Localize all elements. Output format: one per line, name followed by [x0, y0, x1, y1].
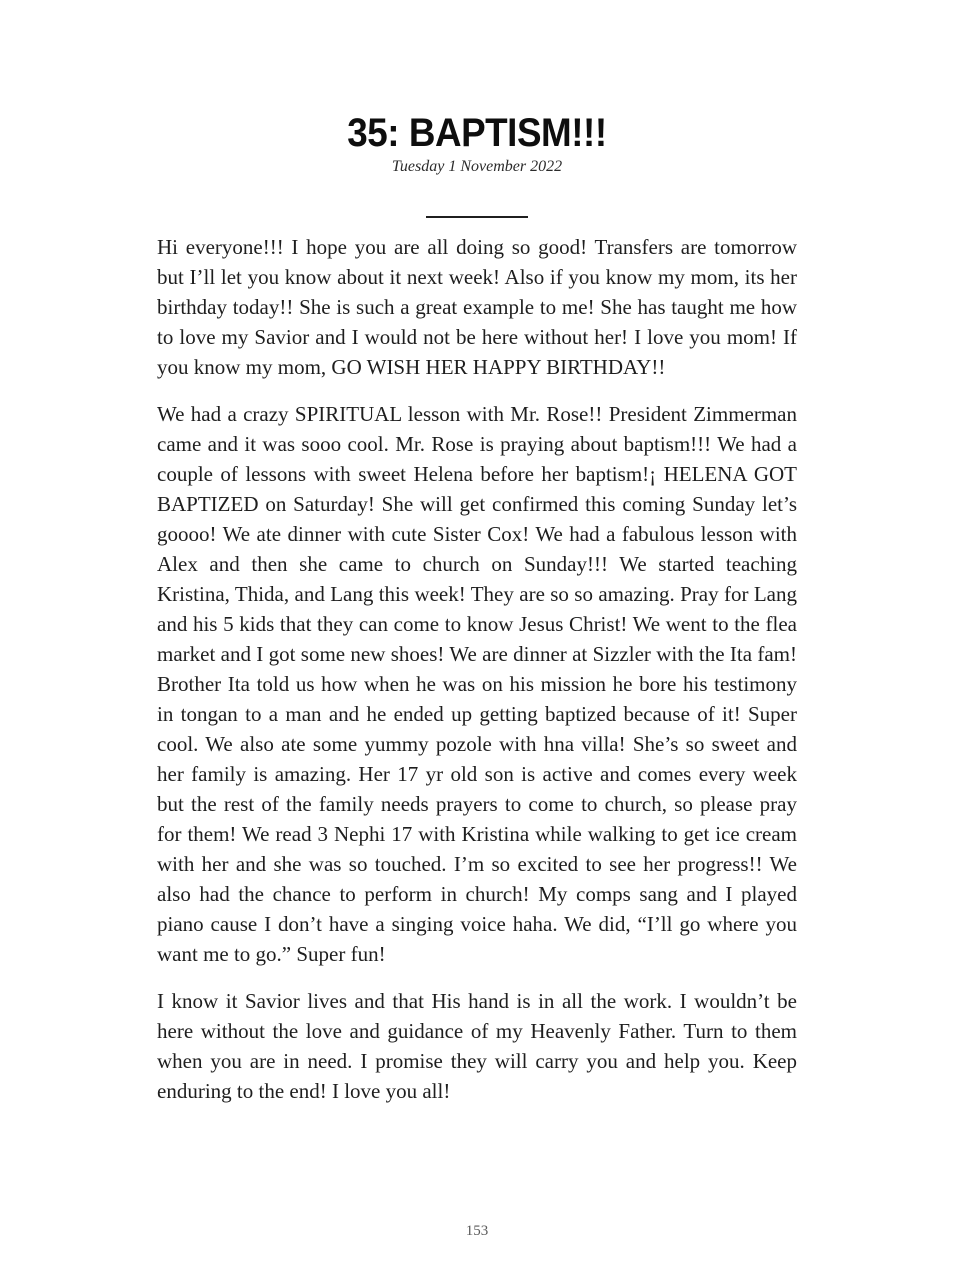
page-header — [0, 0, 954, 176]
entry-date: Tuesday 1 November 2022 — [391, 158, 563, 175]
paragraph: We had a crazy SPIRITUAL lesson with Mr. Rose!! President Zimmerman came and it was sooo cool. Mr. Rose is praying about baptism!!! We had a couple of lessons with sweet Helena before her baptism!¡ HELENA GOT BAPTIZED on Saturday! She will get confirmed this coming Sunday let’s goooo! We ate dinner with cute Sister Cox! We had a fabulous lesson with Alex and then she came to church on Sunday!!! We started teaching Kristina, Thida, and Lang this week! They are so so amazing. Pray for Lang and his 5 kids that they can come to know Jesus Christ! We went to the flea market and I got some new shoes! We are dinner at Sizzler with the Ita fam! Brother Ita told us how when he was on his mission he bore his testimony in tongan to a man and he ended up getting baptized because of it! Super cool. We also ate some yummy pozole with hna villa! She’s so sweet and her family is amazing. Her 17 yr old son is active and comes every week but the rest of the family needs prayers to come to church, so please pray for them! We read 3 Nephi 17 with Kristina while walking to get ice cream with her and she was so touched. I’m so excited to see her progress!! We also had the chance to perform in church! My comps sang and I played piano cause I don’t have a singing voice haha. We did, “I’ll go where you want me to go.” Super fun! — [157, 402, 797, 966]
section-divider — [426, 216, 528, 218]
page-number: 153 — [465, 1223, 489, 1239]
paragraph: I know it Savior lives and that His hand is in all the work. I wouldn’t be here without the love and guidance of my Heavenly Father. Turn to them when you are in need. I promise they will carry you and help you. Keep enduring to the end! I love you all! — [157, 989, 797, 1103]
page-title: 35: BAPTISM!!! — [347, 111, 607, 155]
paragraph: Hi everyone!!! I hope you are all doing so good! Transfers are tomorrow but I’ll let you know about it next week! Also if you know my mom, its her birthday today!! She is such a great example to me! She has taught me how to love my Savior and I would not be here without her! I love you mom! If you know my mom, GO WISH HER HAPPY BIRTHDAY!! — [157, 235, 797, 379]
entry-body — [157, 232, 797, 1106]
